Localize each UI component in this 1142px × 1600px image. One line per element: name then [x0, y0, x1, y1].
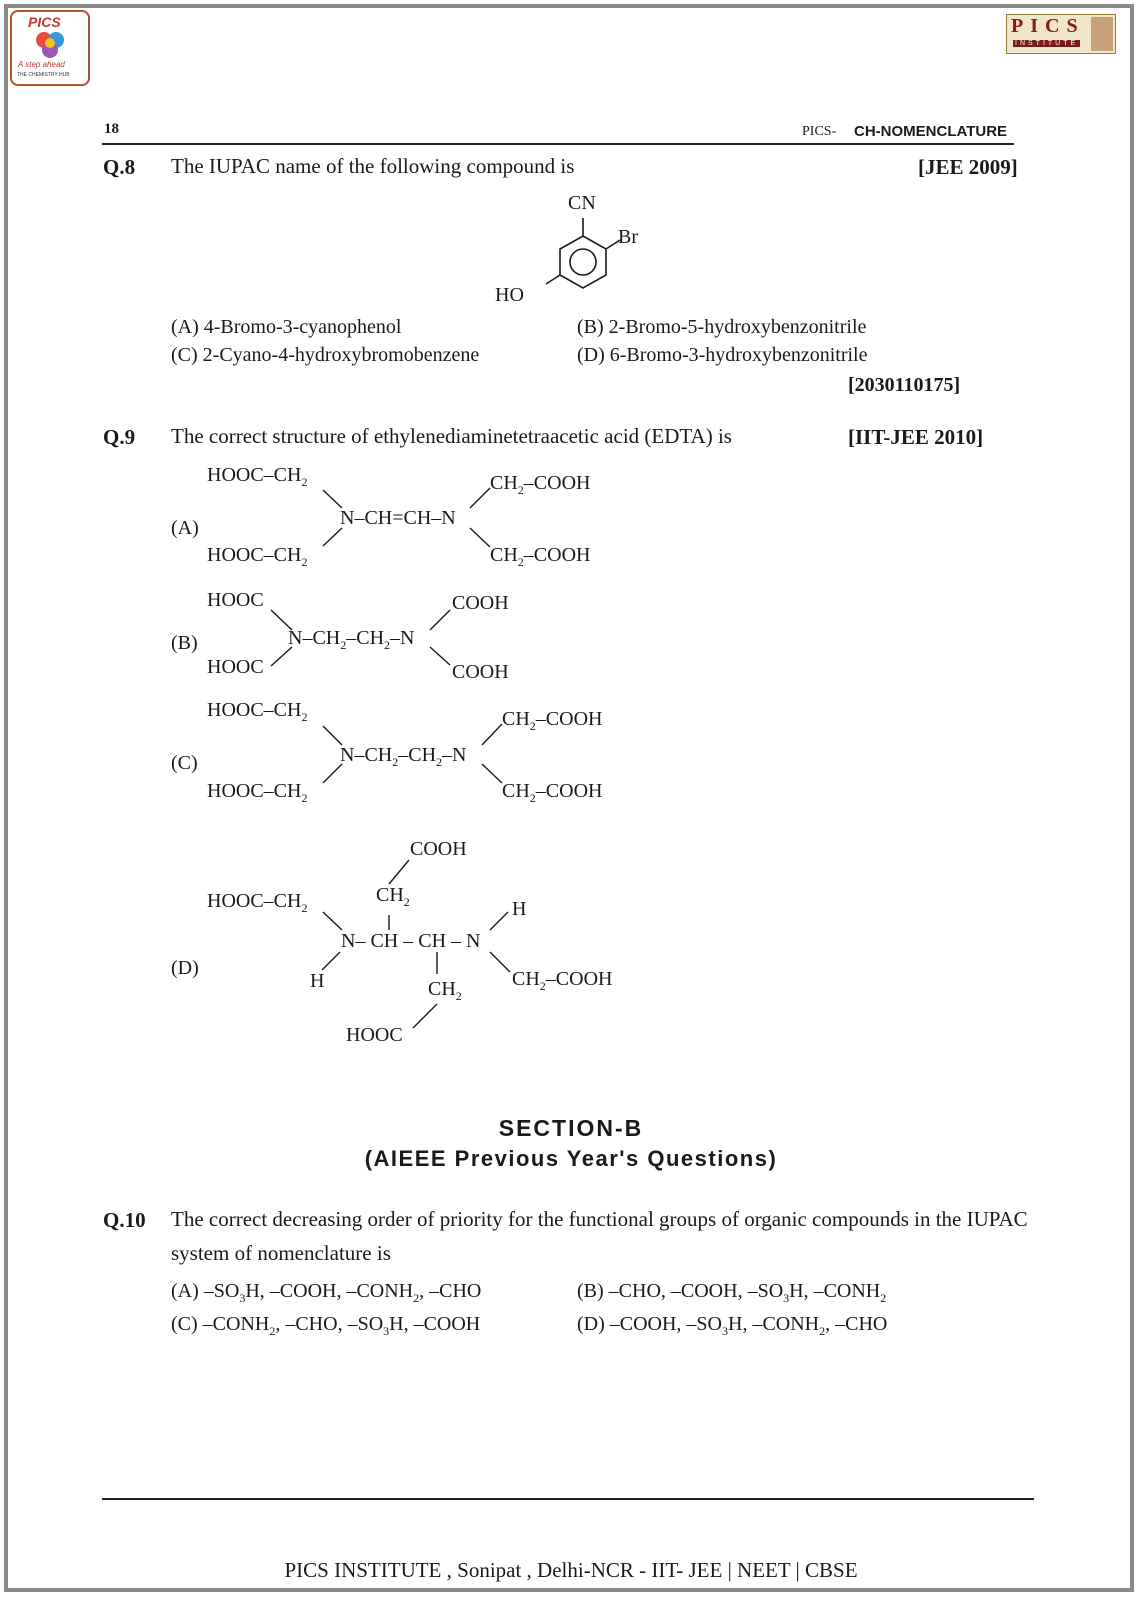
q9d-left-h: H	[310, 970, 325, 992]
footer-rule	[102, 1498, 1034, 1500]
q9-option-a-label[interactable]: (A)	[171, 517, 199, 539]
left-logo-tagline: A step ahead	[18, 60, 65, 69]
q9d-center: N– CH – CH – N	[341, 930, 481, 952]
right-logo-subtitle: INSTITUTE	[1015, 40, 1079, 47]
chapter-title: CH-NOMENCLATURE	[854, 123, 1008, 140]
q9d-top-cooh: COOH	[410, 838, 467, 860]
q9a-bottom-left: HOOC–$CH_2$	[207, 544, 308, 569]
q10-option-d[interactable]: (D) –COOH, $-SO_3H$, $-CONH_2$, –CHO	[577, 1313, 888, 1338]
q9d-bottom-hooc: HOOC	[346, 1024, 403, 1046]
q9d-top-ch2: $CH_2$	[376, 884, 410, 909]
q9b-bottom-left: HOOC	[207, 656, 264, 678]
q8-br-label: Br	[618, 226, 638, 248]
q10-number: Q.10	[103, 1208, 146, 1232]
q9-option-c-label[interactable]: (C)	[171, 752, 198, 774]
q8-cn-label: CN	[568, 192, 596, 214]
q8-ho-label: HO	[495, 284, 524, 306]
q9a-center: N–CH=CH–N	[340, 507, 456, 529]
q9c-center: $N-CH_2-CH_2-N$	[340, 744, 467, 769]
q10-text-line2: system of nomenclature is	[171, 1241, 391, 1265]
q10-text-line1: The correct decreasing order of priority for the functional groups of organic compounds in the IUPAC	[171, 1207, 1028, 1231]
section-title: SECTION-B	[498, 1115, 644, 1141]
q8-option-d[interactable]: (D) 6-Bromo-3-hydroxybenzonitrile	[577, 344, 868, 366]
q9-number: Q.9	[103, 425, 136, 449]
series-prefix: PICS-	[802, 124, 837, 139]
section-subtitle: (AIEEE Previous Year's Questions)	[364, 1146, 778, 1171]
q9a-top-right: $CH_2$–COOH	[490, 472, 591, 497]
q9d-right-h: H	[512, 898, 527, 920]
footer-text: PICS INSTITUTE , Sonipat , Delhi-NCR - IIT- JEE | NEET | CBSE	[284, 1558, 858, 1582]
q8-option-b[interactable]: (B) 2-Bromo-5-hydroxybenzonitrile	[577, 316, 867, 338]
q9b-bottom-right: COOH	[452, 661, 509, 683]
q9c-top-right: $CH_2$–COOH	[502, 708, 603, 733]
q8-option-c[interactable]: (C) 2-Cyano-4-hydroxybromobenzene	[171, 344, 480, 366]
q8-exam-tag: [JEE 2009]	[918, 155, 1018, 179]
right-logo-text: PICS	[1011, 15, 1085, 37]
q10-option-a[interactable]: (A) $-SO_3H$, –COOH, $-CONH_2$, –CHO	[171, 1280, 482, 1305]
q9-option-b-label[interactable]: (B)	[171, 632, 198, 654]
page-number: 18	[104, 121, 119, 137]
q9c-bottom-left: HOOC–$CH_2$	[207, 780, 308, 805]
q10-option-b[interactable]: (B) –CHO, –COOH, $-SO_3H$, $-CONH_2$	[577, 1280, 887, 1305]
q8-option-a[interactable]: (A) 4-Bromo-3-cyanophenol	[171, 316, 402, 338]
q9b-top-right: COOH	[452, 592, 509, 614]
left-logo-subtitle: THE CHEMISTRY HUB	[17, 72, 70, 78]
q9-text: The correct structure of ethylenediaminetetraacetic acid (EDTA) is	[171, 424, 732, 448]
q9d-bottom-ch2: $CH_2$	[428, 978, 462, 1003]
q9b-center: $N-CH_2-CH_2-N$	[288, 627, 415, 652]
q9d-right-chain: $CH_2$–COOH	[512, 968, 613, 993]
q8-id: [2030110175]	[848, 374, 961, 396]
q9a-top-left: HOOC–$CH_2$	[207, 464, 308, 489]
left-logo-text: PICS	[28, 14, 61, 30]
q10-option-c[interactable]: (C) $-CONH_2$, –CHO, $-SO_3H$, –COOH	[171, 1313, 481, 1338]
q9-option-d-label[interactable]: (D)	[171, 957, 199, 979]
q9c-bottom-right: $CH_2$–COOH	[502, 780, 603, 805]
q9-exam-tag: [IIT-JEE 2010]	[848, 425, 984, 449]
q9d-left-chain: HOOC–$CH_2$	[207, 890, 308, 915]
q8-number: Q.8	[103, 155, 136, 179]
q9a-bottom-right: $CH_2$–COOH	[490, 544, 591, 569]
q8-text: The IUPAC name of the following compound is	[171, 154, 575, 178]
q9c-top-left: HOOC–$CH_2$	[207, 699, 308, 724]
q9b-top-left: HOOC	[207, 589, 264, 611]
